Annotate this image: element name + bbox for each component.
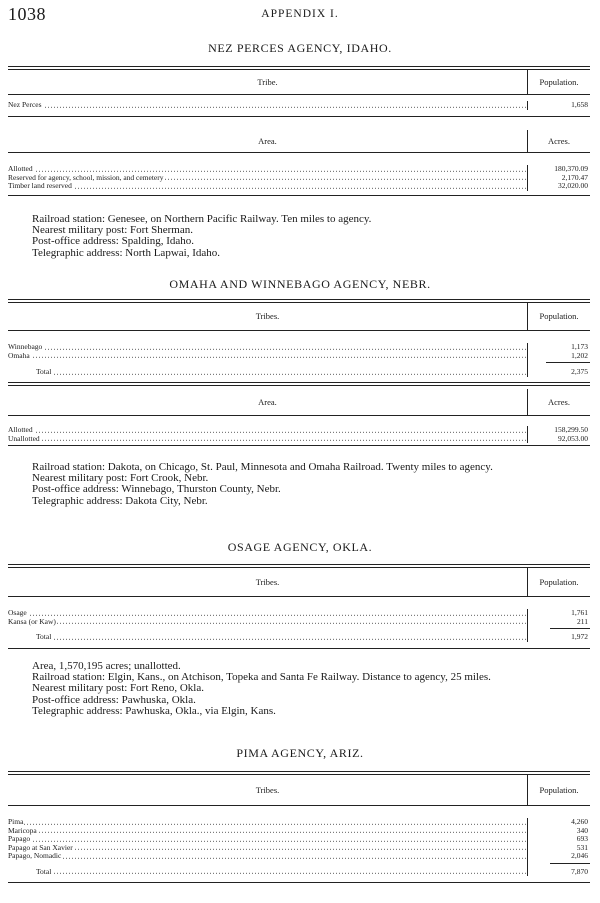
table-row: Maricopa <box>8 827 527 836</box>
section-heading-nez-perces: NEZ PERCES AGENCY, IDAHO. <box>208 41 392 55</box>
table-cell-value: 693 <box>576 835 588 843</box>
section-heading-pima: PIMA AGENCY, ARIZ. <box>236 746 364 760</box>
table-cell-value: 1,202 <box>571 351 588 360</box>
column-header: Area. <box>8 389 528 415</box>
table-cell-value: 32,020.00 <box>558 182 588 190</box>
table-cell-value: 2,046 <box>571 852 588 860</box>
note-line: Railroad station: Dakota, on Chicago, St. Paul, Minnesota and Omaha Railroad. Twenty miles to agency. <box>32 461 493 473</box>
table-row: Osage <box>8 609 527 618</box>
page-header <box>0 4 600 26</box>
column-header: Area. <box>8 130 528 152</box>
note-line: Telegraphic address: Pawhuska, Okla., via Elgin, Kans. <box>32 704 276 717</box>
table-cell-value: 1,658 <box>571 101 588 109</box>
table-row-total: Total <box>8 633 527 642</box>
osage-notes <box>8 661 590 717</box>
table-row-total: Total <box>8 368 527 377</box>
column-header: Population. <box>539 77 579 87</box>
table-cell-total: 7,870 <box>571 867 588 876</box>
table-cell-value: 340 <box>576 826 588 835</box>
page-title: APPENDIX I. <box>261 8 339 20</box>
omaha-notes <box>8 462 590 507</box>
table-row: Timber land reserved <box>8 182 527 191</box>
section-heading-omaha-winnebago: OMAHA AND WINNEBAGO AGENCY, NEBR. <box>169 277 431 291</box>
column-header: Acres. <box>548 136 570 146</box>
table-cell-value: 1,761 <box>571 609 588 617</box>
column-header: Population. <box>539 577 579 587</box>
note-line: Nearest military post: Fort Sherman. <box>32 224 193 237</box>
table-row: Papago <box>8 835 527 844</box>
column-header: Tribes. <box>8 568 528 596</box>
table-row: Papago at San Xavier <box>8 844 527 853</box>
column-header: Acres. <box>548 397 570 407</box>
column-header: Population. <box>539 785 579 795</box>
pima-population-table <box>8 771 590 883</box>
table-row: Nez Perces <box>8 101 527 110</box>
nez-perces-population-table <box>8 66 590 117</box>
table-cell-value: 158,299.50 <box>554 426 588 434</box>
column-header: Tribe. <box>8 70 528 94</box>
note-line: Telegraphic address: North Lapwai, Idaho. <box>32 246 220 259</box>
note-line: Nearest military post: Fort Reno, Okla. <box>32 682 204 695</box>
table-cell-total: 1,972 <box>571 633 588 641</box>
table-cell-total: 2,375 <box>571 368 588 376</box>
page-number: 1038 <box>8 4 46 24</box>
note-line: Telegraphic address: Dakota City, Nebr. <box>32 494 208 507</box>
table-row: Reserved for agency, school, mission, and cemetery <box>8 174 527 183</box>
table-row: Winnebago <box>8 343 527 352</box>
osage-population-table <box>8 564 590 649</box>
table-row: Papago, Nomadic <box>8 852 527 861</box>
column-header: Population. <box>539 311 579 321</box>
column-header: Tribes. <box>8 775 528 805</box>
table-cell-value: 92,053.00 <box>558 434 588 443</box>
column-header: Tribes. <box>8 303 528 330</box>
table-cell-value: 1,173 <box>571 343 588 351</box>
note-line: Post-office address: Pawhuska, Okla. <box>32 693 196 706</box>
omaha-population-table <box>8 299 590 386</box>
nez-perces-notes <box>8 214 590 259</box>
note-line: Area, 1,570,195 acres; unallotted. <box>32 660 181 672</box>
table-row: Kansa (or Kaw) <box>8 618 527 627</box>
note-line: Railroad station: Elgin, Kans., on Atchison, Topeka and Santa Fe Railway. Distance to agency, 25 miles. <box>32 671 491 684</box>
section-heading-osage: OSAGE AGENCY, OKLA. <box>227 540 373 554</box>
omaha-area-table <box>8 389 590 446</box>
table-row: Pima <box>8 818 527 827</box>
table-row: Omaha <box>8 352 527 361</box>
table-row: Allotted <box>8 426 527 435</box>
table-cell-value: 211 <box>577 617 588 626</box>
note-line: Post-office address: Spalding, Idaho. <box>32 235 195 248</box>
table-cell-value: 4,260 <box>571 818 588 826</box>
note-line: Post-office address: Winnebago, Thurston County, Nebr. <box>32 483 281 496</box>
table-row-total: Total <box>8 868 527 877</box>
note-line: Railroad station: Genesee, on Northern Pacific Railway. Ten miles to agency. <box>32 213 372 225</box>
table-cell-value: 2,170.47 <box>561 173 588 182</box>
table-cell-value: 531 <box>576 843 588 852</box>
table-row: Unallotted <box>8 435 527 444</box>
table-cell-value: 180,370.09 <box>554 165 588 173</box>
nez-perces-area-table <box>8 130 590 196</box>
table-row: Allotted <box>8 165 527 174</box>
note-line: Nearest military post: Fort Crook, Nebr. <box>32 472 209 485</box>
